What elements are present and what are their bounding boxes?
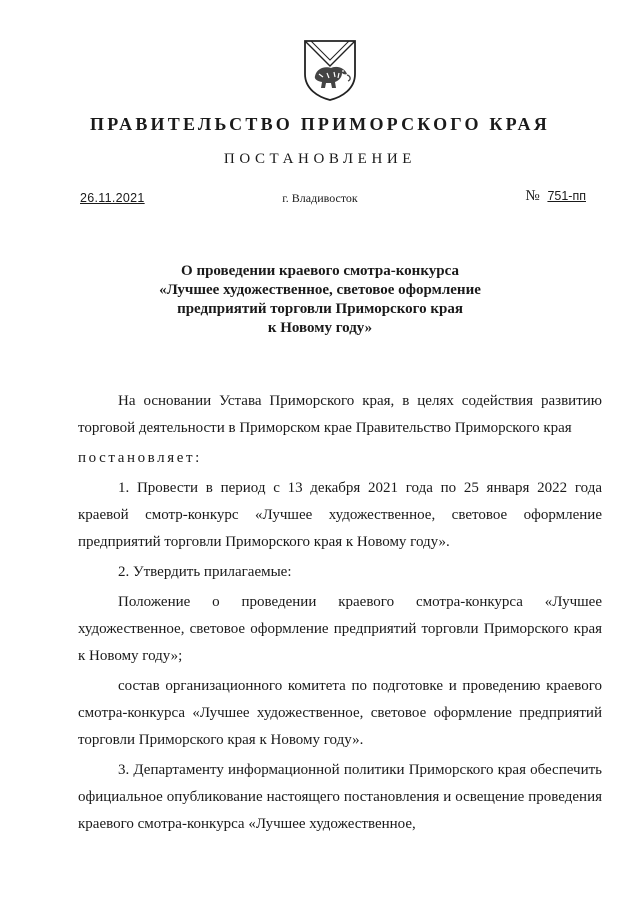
heading-line: «Лучшее художественное, световое оформление (159, 282, 481, 298)
document-city: г. Владивосток (282, 191, 358, 205)
paragraph-item-1: 1. Провести в период с 13 декабря 2021 года по 25 января 2022 года краевой смотр-конкурс «Лучшее художественное, световое оформление предприятий торговли Приморского края к Новому году». (78, 480, 602, 550)
heading-line: к Новому году» (267, 320, 373, 336)
heading-line: О проведении краевого смотра-конкурса (181, 263, 459, 279)
paragraph-resolves: постановляет: (78, 450, 202, 466)
coat-of-arms-icon (301, 38, 359, 102)
paragraph-item-2b: состав организационного комитета по подготовке и проведению краевого смотра-конкурса «Лучшее художественное, световое оформление предприятий торговли Приморского края к Новому году». (78, 678, 602, 748)
paragraph-item-2a: Положение о проведении краевого смотра-конкурса «Лучшее художественное, световое оформление предприятий торговли Приморского края к Новому году»; (78, 594, 602, 664)
number-label: № (525, 188, 540, 204)
paragraph-item-3: 3. Департаменту информационной политики Приморского края обеспечить официальное опубликование настоящего постановления и освещение проведения краевого смотра-конкурса «Лучшее художественное, (78, 762, 602, 832)
number-value: 751-пп (547, 189, 586, 203)
document-number (525, 188, 600, 205)
heading-line: предприятий торговли Приморского края (177, 301, 463, 317)
document-heading (120, 262, 520, 338)
paragraph-item-2: 2. Утвердить прилагаемые: (118, 564, 292, 580)
document-body (78, 388, 602, 841)
document-date: 26.11.2021 (80, 191, 145, 205)
paragraph-intro: На основании Устава Приморского края, в целях содействия развитию торговой деятельности в Приморском крае Правительство Приморского края (78, 393, 602, 436)
document-kind: ПОСТАНОВЛЕНИЕ (223, 151, 417, 167)
government-title: ПРАВИТЕЛЬСТВО ПРИМОРСКОГО КРАЯ (90, 114, 550, 134)
